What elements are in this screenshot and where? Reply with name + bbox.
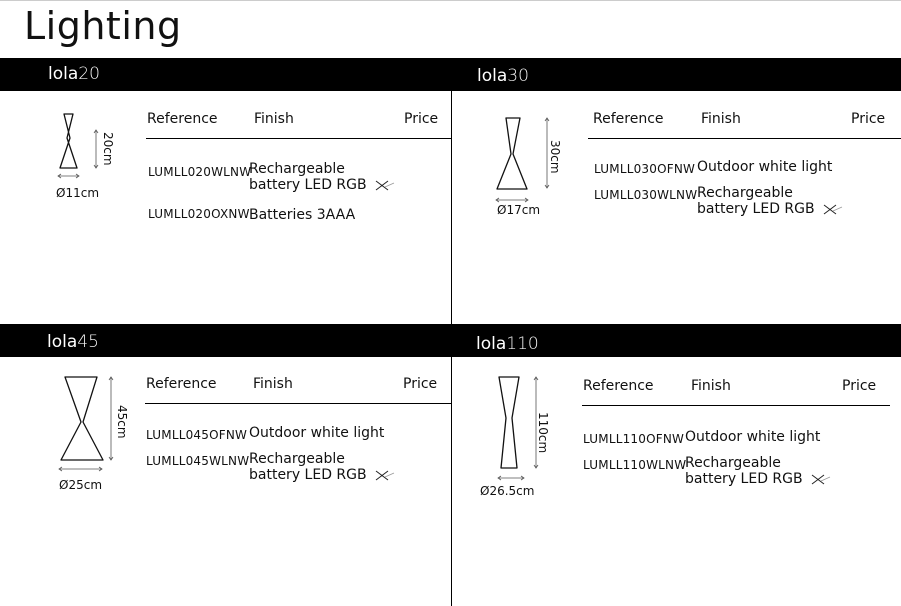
- reference-code: LUMLL045WLNW: [146, 454, 250, 468]
- header-finish: Finish: [253, 376, 293, 392]
- height-label: 30cm: [548, 140, 562, 174]
- reference-code: LUMLL110WLNW: [583, 458, 687, 472]
- diameter-label: Ø25cm: [59, 478, 103, 492]
- finish-text: Rechargeable battery LED RGB: [697, 185, 843, 217]
- header-price: Price: [403, 376, 438, 392]
- header-price: Price: [404, 111, 439, 127]
- reference-code: LUMLL030OFNW: [594, 162, 696, 176]
- header-finish: Finish: [254, 111, 294, 127]
- finish-text: Rechargeable battery LED RGB: [249, 161, 395, 193]
- reference-code: LUMLL020OXNW: [148, 207, 250, 221]
- reference-code: LUMLL030WLNW: [594, 188, 698, 202]
- table-header-rule: [146, 138, 451, 139]
- product-title: lola110: [476, 334, 539, 354]
- rgb-cross-icon: [821, 203, 843, 215]
- table-header-rule: [588, 138, 901, 139]
- rgb-cross-icon: [373, 179, 395, 191]
- finish-text: Outdoor white light: [697, 159, 833, 175]
- diameter-label: Ø17cm: [497, 203, 541, 217]
- finish-text: Rechargeable battery LED RGB: [685, 455, 831, 487]
- header-price: Price: [842, 378, 877, 394]
- finish-text: Rechargeable battery LED RGB: [249, 451, 395, 483]
- table-header-rule: [145, 403, 451, 404]
- rgb-cross-icon: [373, 469, 395, 481]
- height-label: 20cm: [101, 132, 115, 166]
- finish-text: Outdoor white light: [249, 425, 385, 441]
- product-title: lola20: [48, 64, 100, 84]
- header-finish: Finish: [701, 111, 741, 127]
- header-band-top: [0, 58, 901, 91]
- finish-text: Outdoor white light: [685, 429, 821, 445]
- section-divider: [451, 91, 452, 606]
- reference-code: LUMLL020WLNW: [148, 165, 252, 179]
- rgb-cross-icon: [809, 473, 831, 485]
- header-price: Price: [851, 111, 886, 127]
- lamp-drawing: [52, 108, 102, 192]
- top-rule: [0, 0, 901, 1]
- header-finish: Finish: [691, 378, 731, 394]
- diameter-label: Ø11cm: [56, 186, 100, 200]
- reference-code: LUMLL045OFNW: [146, 428, 248, 442]
- header-reference: Reference: [583, 378, 654, 394]
- header-reference: Reference: [146, 376, 217, 392]
- header-reference: Reference: [593, 111, 664, 127]
- product-title: lola30: [477, 66, 529, 86]
- product-title: lola45: [47, 332, 99, 352]
- table-header-rule: [582, 405, 890, 406]
- diameter-label: Ø26.5cm: [480, 484, 535, 498]
- page-title: Lighting: [24, 4, 182, 48]
- finish-text: Batteries 3AAA: [249, 207, 356, 223]
- height-label: 110cm: [536, 412, 550, 454]
- reference-code: LUMLL110OFNW: [583, 432, 685, 446]
- header-reference: Reference: [147, 111, 218, 127]
- height-label: 45cm: [115, 405, 129, 439]
